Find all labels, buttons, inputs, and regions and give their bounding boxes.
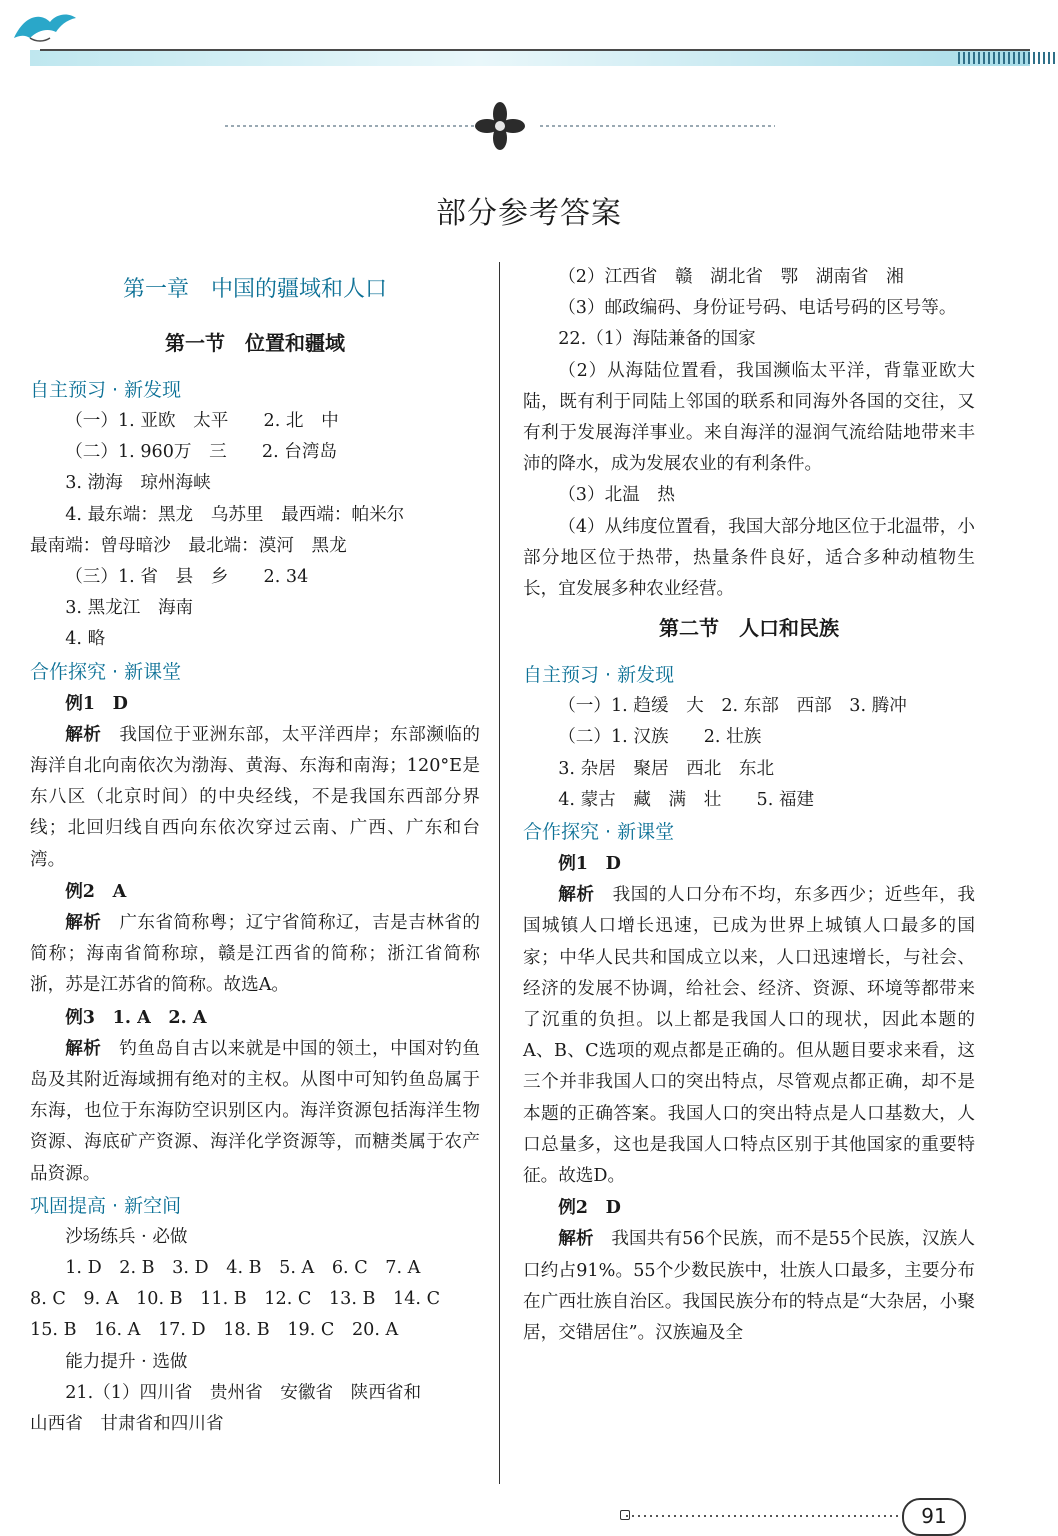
example-label: 例2 D [558,1197,621,1219]
example-label: 例2 A [65,880,127,902]
answer-line: 山西省 甘肃省和四川省 [30,1414,224,1435]
explanation [30,1033,480,1190]
header-rule [40,49,1030,51]
subheading-consolidate: 巩固提高 · 新空间 [30,1194,182,1217]
header-band [0,0,1058,70]
answer-line: 4. 略 [65,629,106,650]
explanation-keyword: 解析 [65,1037,102,1059]
answer-line: 3. 渤海 琼州海峡 [65,473,211,494]
example-label: 例1 D [558,853,621,875]
example-label: 例1 D [65,692,128,714]
answer-line: 最南端：曾母暗沙 最北端：漠河 黑龙 [30,535,347,556]
subheading-preview: 自主预习 · 新发现 [523,664,675,687]
answer-line: 21.（1）四川省 贵州省 安徽省 陕西省和 [65,1382,422,1403]
answer-line: （4）从纬度位置看，我国大部分地区位于北温带，小部分地区位于热带，热量条件良好，适合多种动植物生长，宜发展多种农业经营。 [523,516,975,600]
flower-ornament-icon [0,100,1058,160]
explanation-text: 我国位于亚洲东部，太平洋西岸；东部濒临的海洋自北向南依次为渤海、黄海、东海和南海；120°E是东八区（北京时间）的中央经线，不是我国东西部分界线；北回归线自西向东依次穿过云南、广西、广东和台湾。 [30,724,480,870]
answer-line: 3. 黑龙江 海南 [65,598,194,619]
subheading-preview: 自主预习 · 新发现 [30,379,182,401]
answer-line: （2）从海陆位置看，我国濒临太平洋，背靠亚欧大陆，既有利于同陆上邻国的联系和同海外各国的交往，又有利于发展海洋事业。来自海洋的湿润气流给陆地带来丰沛的降水，成为发展农业的有利条件。 [523,360,975,475]
answer-line: （一）1. 亚欧 太平 2. 北 中 [65,411,339,431]
answer-line: 4. 蒙古 藏 满 壮 5. 福建 [558,789,815,810]
explanation-text: 我国共有56个民族，而不是55个民族，汉族人口约占91%。55个少数民族中，壮族人口最多，主要分布在广西壮族自治区。我国民族分布的特点是“大杂居，小聚居，交错居住”。汉族遍及全 [523,1229,975,1344]
explanation-keyword: 解析 [558,1228,594,1250]
explanation [523,879,975,1192]
explanation-text: 我国的人口分布不均，东多西少；近些年，我国城镇人口增长迅速，已成为世界上城镇人口最多的国家；中华人民共和国成立以来，人口迅速增长，与社会、经济的发展不协调，给社会、经济、资源、环境等都带来了沉重的负担。以上都是我国人口的现状，因此本题的A、B、C选项的观点都是正确的。但从题目要求来看，这三个并非我国人口的突出特点，尽管观点都正确，却不是本题的正确答案。我国人口的突出特点是人口基数大，人口总量多，这也是我国人口特点区别于其他国家的重要特征。故选D。 [523,885,975,1187]
explanation-text: 钓鱼岛自古以来就是中国的领土，中国对钓鱼岛及其附近海域拥有绝对的主权。从图中可知钓鱼岛属于东海，也位于东海防空识别区内。海洋资源包括海洋生物资源、海底矿产资源、海洋化学资源等，而糖类属于农产品资源。 [30,1038,480,1184]
section-title-2: 第二节 人口和民族 [659,616,839,641]
answer-line: （三）1. 省 县 乡 2. 34 [65,567,309,588]
bird-logo-icon [10,8,80,48]
answer-line: 1. D 2. B 3. D 4. B 5. A 6. C 7. A [65,1258,421,1279]
footer-dotted-rule [626,1515,906,1517]
explanation-text: 广东省简称粤；辽宁省简称辽，吉是吉林省的简称；海南省简称琼，赣是江西省的简称；浙江省简称浙，苏是江苏省的简称。故选A。 [30,913,480,996]
answer-line: （3）邮政编码、身份证号码、电话号码的区号等。 [558,298,957,319]
answer-line: 4. 最东端：黑龙 乌苏里 最西端：帕米尔 [65,504,405,525]
chapter-title: 第一章 中国的疆域和人口 [122,277,387,302]
page-title: 部分参考答案 [436,196,622,231]
subheading-explore: 合作探究 · 新课堂 [523,821,675,844]
answer-line: （二）1. 汉族 2. 壮族 [558,727,762,748]
answer-line: 8. C 9. A 10. B 11. B 12. C 13. B 14. C [30,1289,441,1310]
header-gradient-bar [30,50,1030,66]
answer-line: （一）1. 趋缓 大 2. 东部 西部 3. 腾冲 [558,696,907,717]
subheading-explore: 合作探究 · 新课堂 [30,660,182,683]
explanation-keyword: 解析 [558,884,595,906]
answer-line: 22.（1）海陆兼备的国家 [558,329,756,350]
example-label: 例3 1. A 2. A [65,1006,207,1028]
section-title-1: 第一节 位置和疆域 [165,331,345,355]
answer-line: （二）1. 960万 三 2. 台湾岛 [65,442,338,463]
answer-line: （2）江西省 赣 湖北省 鄂 湖南省 湘 [558,267,904,287]
drill-title: 沙场练兵 · 必做 [65,1226,188,1247]
explanation [523,1223,975,1349]
answer-line: （3）北温 热 [558,485,675,506]
answer-line: 15. B 16. A 17. D 18. B 19. C 20. A [30,1320,399,1341]
explanation [30,907,480,1002]
ability-title: 能力提升 · 选做 [65,1351,188,1372]
answer-line: 3. 杂居 聚居 西北 东北 [558,758,775,779]
right-column [523,262,975,1349]
left-column [30,262,480,1440]
explanation-keyword: 解析 [65,723,102,745]
explanation-keyword: 解析 [65,912,102,934]
page-number: 91 [902,1498,966,1536]
header-ticks [958,52,1056,64]
explanation [30,719,480,876]
column-divider [499,262,500,1484]
